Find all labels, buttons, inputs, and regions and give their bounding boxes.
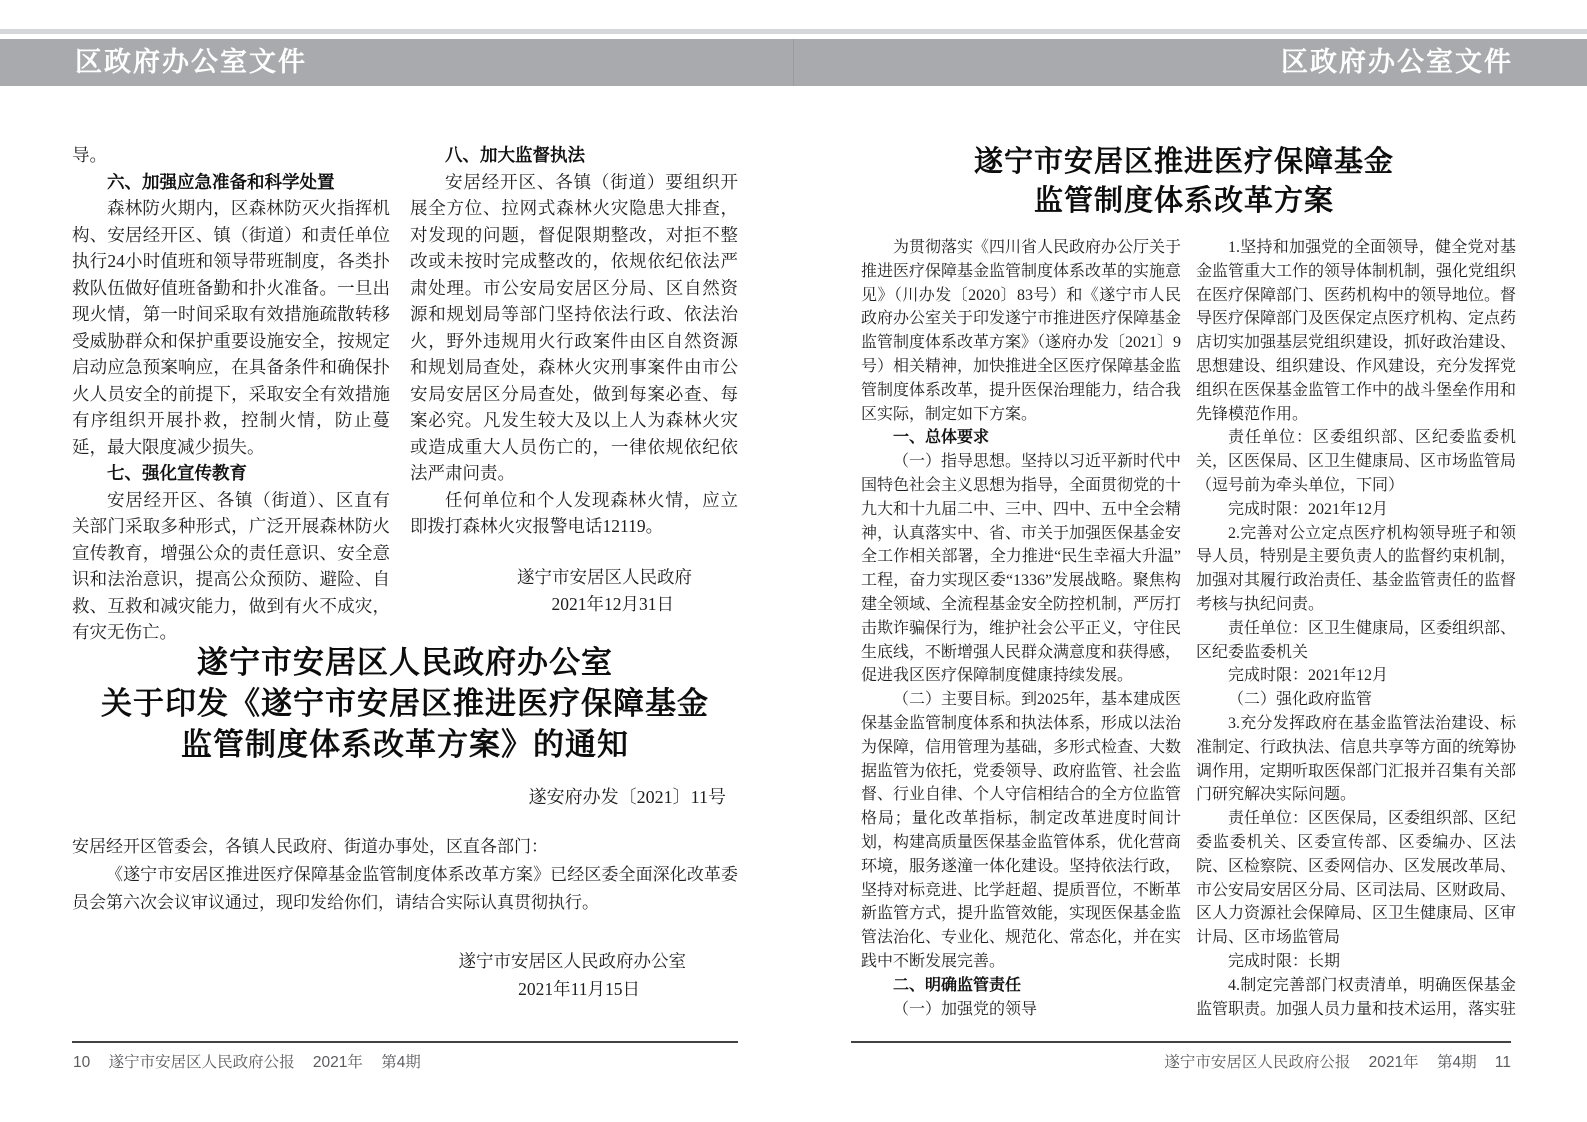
paragraph: 安居经开区、各镇（街道）要组织开展全方位、拉网式森林火灾隐患大排查，对发现的问题，督促限期整改，对拒不整改或未按时完成整改的，依规依纪依法严肃处理。市公安局安居区分局、区自然资源和规划局等部门坚持依法行政、依法治火，野外违规用火行政案件由区自然资源和规划局查处，森林火灾刑事案件由市公安局安居区分局查处，做到每案必查、每案必究。凡发生较大及以上人为森林火灾或造成重大人员伤亡的，一律依规依纪依法严肃问责。 <box>410 171 738 483</box>
gazette-issue: 第4期 <box>381 1054 421 1071</box>
signature-issuer: 遂宁市安居区人民政府办公室 <box>458 951 686 971</box>
signature-date: 2021年12月31日 <box>551 593 674 614</box>
plan-title-line-1: 遂宁市安居区推进医疗保障基金 <box>973 146 1394 178</box>
responsible-units: 责任单位：区卫生健康局，区委组织部、区纪委监委机关 <box>1196 619 1517 661</box>
plan-title-line-2: 监管制度体系改革方案 <box>1033 185 1334 217</box>
footer-left <box>73 1050 421 1072</box>
paragraph-item-2: 2.完善对公立定点医疗机构领导班子和领导人员，特别是主要负责人的监督约束机制，加强对其履行政治责任、基金监管责任的监督考核与执纪问责。 <box>1196 524 1517 613</box>
paragraph-item-1: 1.坚持和加强党的全面领导，健全党对基金监管重大工作的领导体制机制，强化党组织在医疗保障部门、医药机构中的领导地位。督导医疗保障部门及医保定点医疗机构、定点药店切实加强基层党组织建设，抓好政治建设、思想建设、组织建设、作风建设，充分发挥党组织在医保基金监管工作中的战斗堡垒作用和先锋模范作用。 <box>1196 239 1517 423</box>
paragraph: 森林防火期内，区森林防灭火指挥机构、安居经开区、镇（街道）和责任单位执行24小时值班和领导带班制度，各类扑救队伍做好值班备勤和扑火准备。一旦出现火情，第一时间采取有效措施疏散转移受威胁群众和保护重要设施安全，按规定启动应急预案响应，在具备条件和确保扑火人员安全的前提下，采取安全有效措施有序组织开展扑救，控制火情，防止蔓延，最大限度减少损失。 <box>72 198 390 457</box>
section-heading-8: 八、加大监督执法 <box>445 145 585 165</box>
page-number: 10 <box>73 1054 91 1071</box>
signature-date: 2021年11月15日 <box>518 979 640 999</box>
notice-title <box>72 642 738 765</box>
salutation: 安居经开区管委会，各镇人民政府、街道办事处，区直各部门： <box>72 837 548 856</box>
page-number: 11 <box>1494 1054 1511 1071</box>
paragraph: 任何单位和个人发现森林火情，应立即拨打森林火灾报警电话12119。 <box>410 489 738 536</box>
footer-rule <box>851 1041 1511 1043</box>
page-10 <box>0 0 793 1122</box>
deadline: 完成时限：2021年12月 <box>1228 667 1389 685</box>
notice-title-line-3: 监管制度体系改革方案》的通知 <box>181 727 629 762</box>
responsible-units: 责任单位：区医保局，区委组织部、区纪委监委机关、区委宣传部、区委编办、区法院、区检察院、区委网信办、区发展改革局、市公安局安居区分局、区司法局、区财政局、区人力资源社会保障局、区卫生健康局、区审计局、区市场监管局 <box>1196 810 1517 947</box>
gazette-issue: 第4期 <box>1436 1054 1477 1071</box>
right-page-column-1 <box>861 236 1181 1021</box>
paragraph: 安居经开区、各镇（街道）、区直有关部门采取多种形式，广泛开展森林防火宣传教育，增强公众的责任意识、安全意识和法治意识，提高公众预防、避险、自救、互救和减灾能力，做到有火不成灾，有灾无伤亡。 <box>72 489 390 642</box>
banner-title-right: 区政府办公室文件 <box>1281 47 1513 77</box>
footer-right <box>1164 1050 1511 1072</box>
right-page-column-2 <box>1196 236 1516 1021</box>
footer-rule <box>72 1041 738 1043</box>
section-heading-7: 七、强化宣传教育 <box>107 463 247 483</box>
paragraph: 为贯彻落实《四川省人民政府办公厅关于推进医疗保障基金监管制度体系改革的实施意见》（川办发〔2020〕83号）和《遂宁市人民政府办公室关于印发遂宁市推进医疗保障基金监管制度体系改革方案》（遂府办发〔2021〕9号）相关精神，加快推进全区医疗保障基金监管制度体系改革，提升医保治理能力，结合我区实际，制定如下方案。 <box>861 239 1182 423</box>
responsible-units: 责任单位：区委组织部、区纪委监委机关，区医保局、区卫生健康局、区市场监管局（逗号前为牵头单位，下同） <box>1196 429 1517 494</box>
document-number: 遂安府办发〔2021〕11号 <box>528 787 726 807</box>
paragraph-item-3: 3.充分发挥政府在基金监管法治建设、标准制定、行政执法、信息共享等方面的统筹协调作用，定期听取医保部门汇报并召集有关部门研究解决实际问题。 <box>1196 714 1517 804</box>
gazette-name: 遂宁市安居区人民政府公报 <box>108 1054 295 1071</box>
banner-title-left: 区政府办公室文件 <box>75 47 307 77</box>
paragraph-main-goals: （二）主要目标。到2025年，基本建成医保基金监管制度体系和执法体系，形成以法治为保障，信用管理为基础，多形式检查、大数据监管为依托，党委领导、政府监管、社会监督、行业自律、个人守信相结合的全方位监管格局；量化改革指标，制定改革进度时间计划，构建高质量医保基金监管体系，优化营商环境，服务遂潼一体化建设。坚持依法行政，坚持对标竞进、比学赶超、提质晋位，不断革新监管方式，提升监管效能，实现医保基金监管法治化、专业化、规范化、常态化，并在实践中不断发展完善。 <box>861 691 1182 970</box>
deadline: 完成时限：2021年12月 <box>1228 500 1389 518</box>
gazette-name: 遂宁市安居区人民政府公报 <box>1164 1054 1351 1071</box>
signature-issuer: 遂宁市安居区人民政府 <box>517 566 692 587</box>
paragraph-item-4: 4.制定完善部门权责清单，明确医保基金监管职责。加强人员力量和技术运用，落实驻 <box>1196 976 1517 1018</box>
section-heading-6: 六、加强应急准备和科学处置 <box>107 171 335 192</box>
subsection-heading: （二）强化政府监管 <box>1228 691 1373 709</box>
notice-title-line-2: 关于印发《遂宁市安居区推进医疗保障基金 <box>101 686 709 721</box>
paragraph-continuation: 导。 <box>72 145 107 165</box>
notice-document <box>72 642 738 1003</box>
left-page-column-1 <box>72 142 390 646</box>
gazette-year: 2021年 <box>312 1054 363 1071</box>
notice-title-line-1: 遂宁市安居区人民政府办公室 <box>197 645 613 680</box>
paragraph-guiding-ideology: （一）指导思想。坚持以习近平新时代中国特色社会主义思想为指导，全面贯彻党的十九大和十九届二中、三中、四中、五中全会精神，认真落实中、省、市关于加强医保基金安全工作相关部署，全力推进“民生幸福大升温”工程，奋力实现区委“1336”发展战略。聚焦构建全领域、全流程基金安全防控机制，严厉打击欺诈骗保行为，维护社会公平正义，守住民生底线，不断增强人民群众满意度和获得感，促进我区医疗保障制度健康持续发展。 <box>861 453 1182 685</box>
left-page-column-2 <box>410 142 738 618</box>
plan-title <box>851 143 1517 221</box>
deadline: 完成时限：长期 <box>1228 952 1341 970</box>
section-heading-1: 一、总体要求 <box>893 429 990 447</box>
notice-body: 《遂宁市安居区推进医疗保障基金监管制度体系改革方案》已经区委全面深化改革委员会第六次会议审议通过，现印发给你们，请结合实际认真贯彻执行。 <box>72 865 738 912</box>
page-11 <box>794 0 1587 1122</box>
gazette-year: 2021年 <box>1368 1054 1419 1071</box>
subsection-heading: （一）加强党的领导 <box>893 1000 1038 1018</box>
section-heading-2: 二、明确监管责任 <box>893 976 1022 994</box>
